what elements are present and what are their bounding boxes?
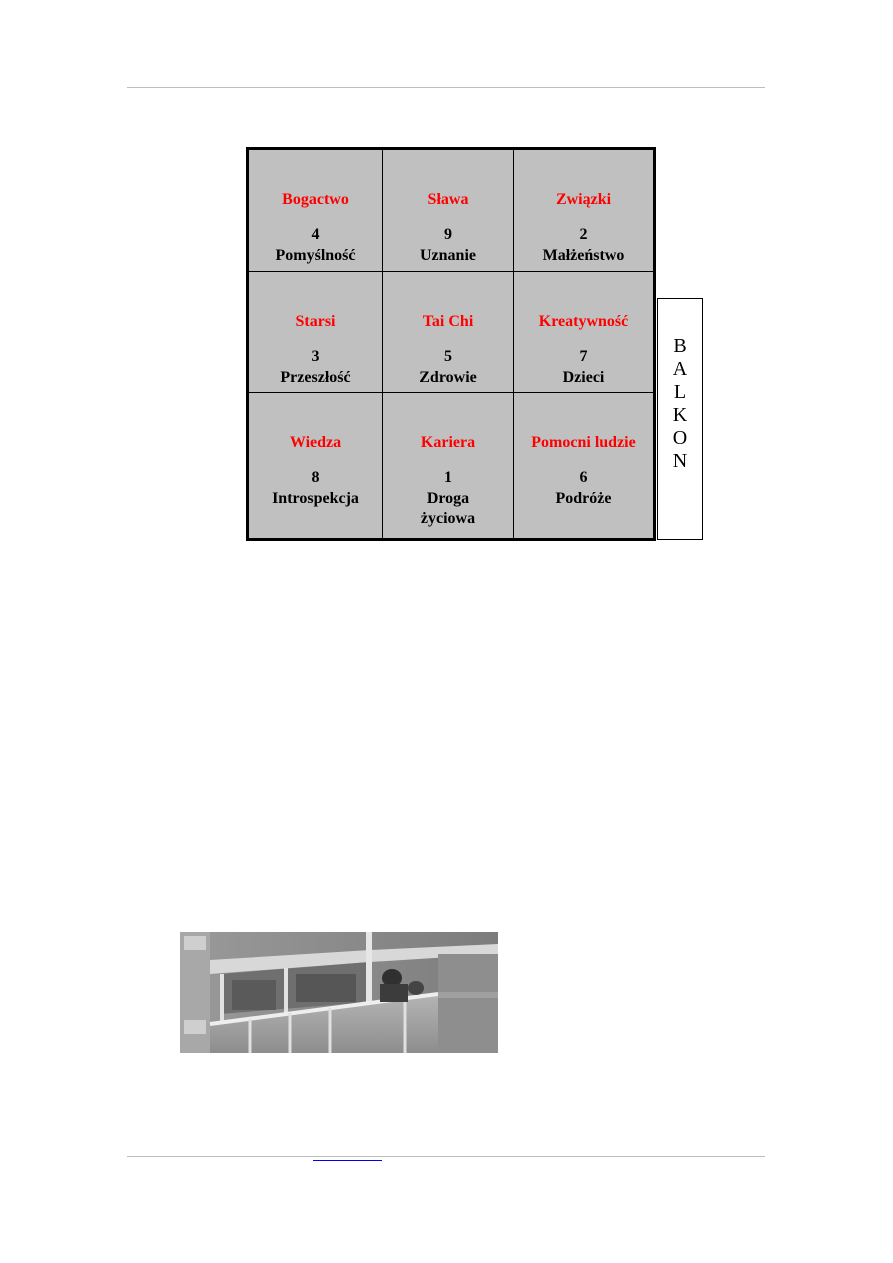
area-description: Małżeństwo — [542, 247, 625, 264]
balkon-letter: B — [673, 335, 687, 357]
grid-cell-bogactwo — [249, 150, 383, 272]
area-number: 8 — [311, 469, 320, 486]
area-name: Pomocni ludzie — [531, 434, 636, 451]
area-description-line2: życiowa — [420, 510, 476, 527]
area-number: 7 — [579, 348, 588, 365]
grid-cell-pomocni-ludzie — [514, 393, 653, 538]
area-name: Bogactwo — [282, 191, 349, 208]
area-description: Pomyślność — [275, 247, 356, 264]
area-name: Wiedza — [289, 434, 342, 451]
balkon-label-box — [657, 298, 703, 540]
area-description — [383, 489, 513, 529]
area-number: 3 — [311, 348, 320, 365]
grid-cell-tai-chi — [383, 272, 514, 393]
bagua-grid — [246, 147, 656, 541]
grid-cell-kreatywnosc — [514, 272, 653, 393]
area-number: 9 — [444, 226, 452, 243]
balkon-letter: O — [672, 427, 688, 449]
balkon-letter: K — [672, 404, 688, 426]
area-number: 5 — [444, 348, 452, 365]
area-name: Kreatywność — [538, 313, 629, 330]
area-description: Podróże — [555, 490, 612, 507]
balcony-photo-drawing — [180, 932, 498, 1053]
area-name: Związki — [555, 191, 612, 208]
area-number: 1 — [444, 469, 452, 486]
balkon-letter: N — [672, 450, 688, 472]
area-description: Introspekcja — [272, 490, 359, 507]
area-description: Uznanie — [420, 247, 476, 264]
grid-cell-starsi — [249, 272, 383, 393]
grid-cell-slawa — [383, 150, 514, 272]
area-name: Kariera — [420, 434, 476, 451]
footer-rule — [127, 1156, 765, 1157]
area-description-line1: Droga — [426, 490, 470, 507]
grid-cell-zwiazki — [514, 150, 653, 272]
area-number: 2 — [579, 226, 588, 243]
area-name: Sława — [427, 191, 469, 208]
balkon-letter: L — [673, 381, 687, 403]
balcony-photo — [180, 932, 498, 1053]
header-rule — [127, 87, 765, 88]
area-description: Dzieci — [562, 369, 605, 386]
grid-cell-kariera — [383, 393, 514, 538]
footer-link[interactable] — [313, 1160, 382, 1174]
area-description: Zdrowie — [419, 369, 477, 386]
area-description: Przeszłość — [280, 369, 351, 386]
area-name: Starsi — [295, 313, 336, 330]
balkon-letter: A — [672, 358, 688, 380]
area-number: 4 — [311, 226, 320, 243]
grid-cell-wiedza — [249, 393, 383, 538]
area-number: 6 — [579, 469, 588, 486]
area-name: Tai Chi — [422, 313, 474, 330]
